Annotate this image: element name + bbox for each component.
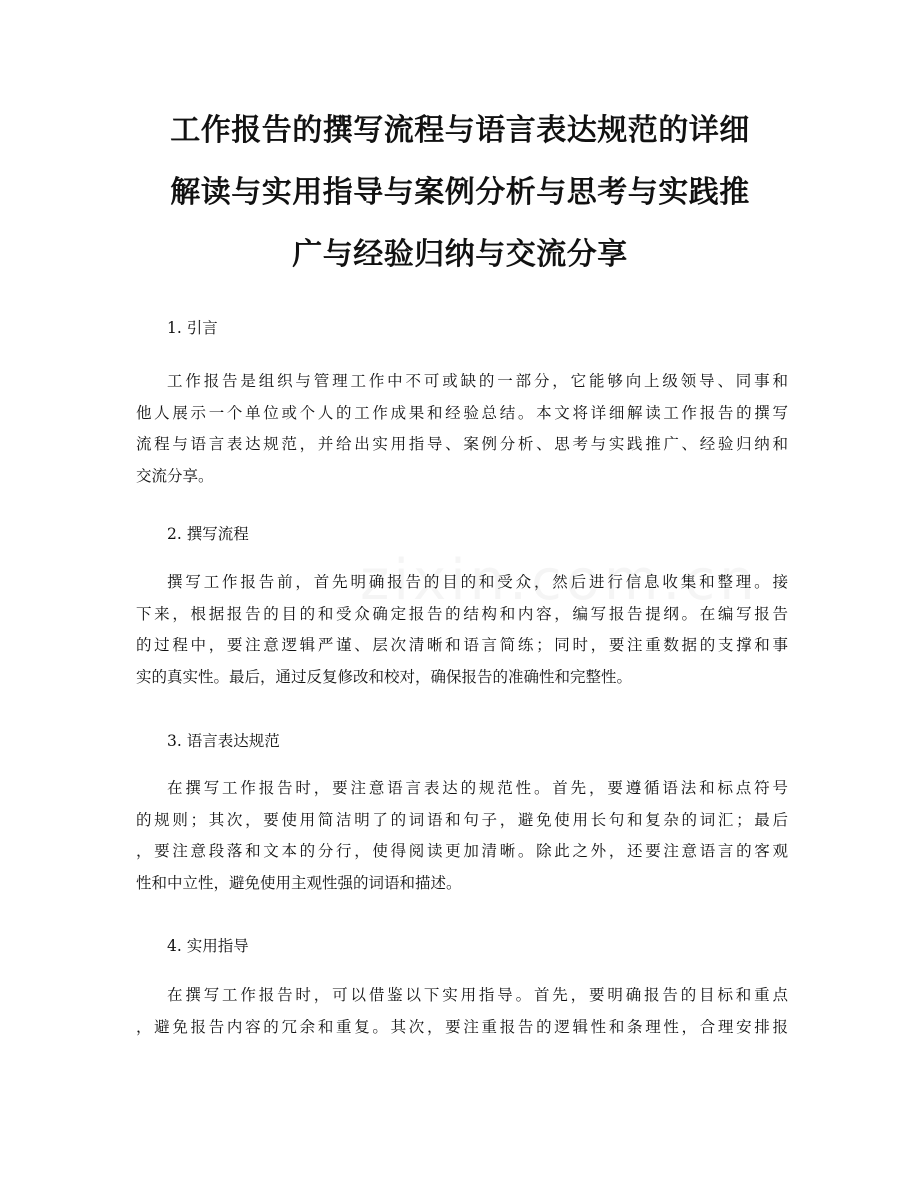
paragraph-line: ，避免报告内容的冗余和重复。其次，要注重报告的逻辑性和条理性，合理安排报 — [136, 1017, 788, 1036]
paragraph-line: ，要注意段落和文本的分行，使得阅读更加清晰。除此之外，还要注意语言的客观 — [136, 842, 788, 860]
section-heading-introduction: 1. 引言 — [167, 319, 218, 337]
title-line: 解读与实用指导与案例分析与思考与实践推 — [170, 175, 750, 210]
paragraph-line: 工作报告是组织与管理工作中不可或缺的一部分，它能够向上级领导、同事和 — [167, 372, 788, 390]
section-paragraph-introduction — [136, 366, 788, 492]
title-line: 工作报告的撰写流程与语言表达规范的详细 — [170, 113, 750, 148]
paragraph-line: 撰写工作报告前，首先明确报告的目的和受众，然后进行信息收集和整理。接 — [167, 573, 788, 591]
paragraph-line: 他人展示一个单位或个人的工作成果和经验总结。本文将详细解读工作报告的撰写 — [136, 403, 788, 422]
paragraph-line: 的规则；其次，要使用简洁明了的词语和句子，避免使用长句和复杂的词汇；最后 — [136, 810, 788, 829]
title-line: 广与经验归纳与交流分享 — [292, 237, 628, 272]
section-paragraph-language-norms — [136, 773, 788, 899]
paragraph-line: 性和中立性，避免使用主观性强的词语和描述。 — [136, 873, 462, 892]
section-heading-language-norms: 3. 语言表达规范 — [167, 732, 280, 750]
section-heading-practical-guidance: 4. 实用指导 — [167, 937, 249, 955]
section-heading-writing-process: 2. 撰写流程 — [167, 525, 249, 543]
paragraph-line: 流程与语言表达规范，并给出实用指导、案例分析、思考与实践推广、经验归纳和 — [136, 435, 788, 453]
paragraph-line: 的过程中，要注意逻辑严谨、层次清晰和语言简练；同时，要注重数据的支撑和事 — [136, 636, 788, 654]
paragraph-line: 在撰写工作报告时，可以借鉴以下实用指导。首先，要明确报告的目标和重点 — [167, 986, 788, 1004]
paragraph-line: 实的真实性。最后，通过反复修改和校对，确保报告的准确性和完整性。 — [136, 667, 633, 686]
paragraph-line: 交流分享。 — [136, 466, 214, 485]
paragraph-line: 下来，根据报告的目的和受众确定报告的结构和内容，编写报告提纲。在编写报告 — [136, 604, 788, 623]
paragraph-line: 在撰写工作报告时，要注意语言表达的规范性。首先，要遵循语法和标点符号 — [167, 779, 788, 797]
section-paragraph-writing-process — [136, 567, 788, 693]
section-paragraph-practical-guidance — [136, 980, 788, 1043]
document-title — [130, 100, 790, 286]
